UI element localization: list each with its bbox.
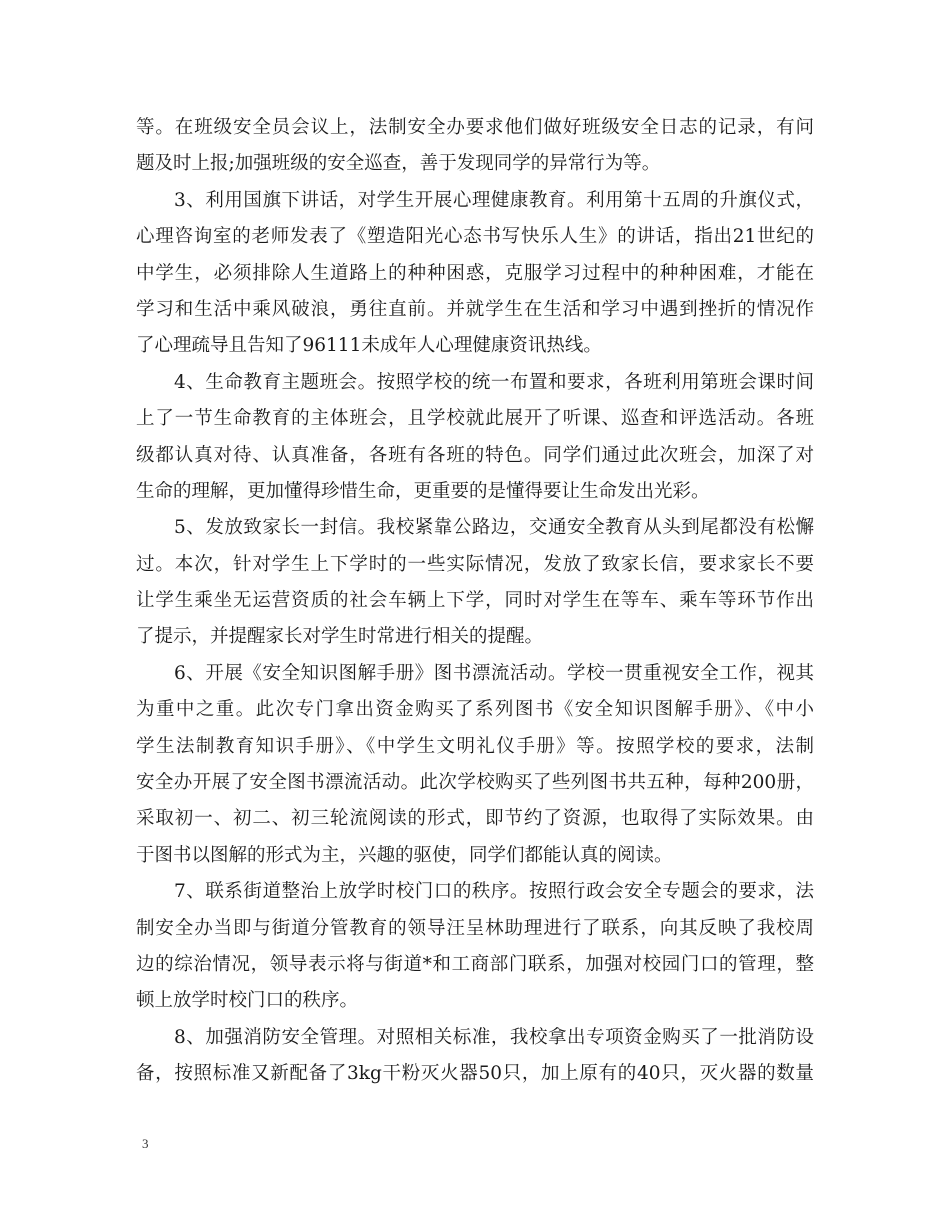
page-number: 3 xyxy=(142,1136,149,1151)
text-line: 等。在班级安全员会议上，法制安全办要求他们做好班级安全日志的记录，有问 xyxy=(136,117,814,138)
text-line: 过。本次，针对学生上下学时的一些实际情况，发放了致家长信，要求家长不要 xyxy=(136,553,814,575)
text-line: 心理咨询室的老师发表了《塑造阳光心态书写快乐人生》的讲话，指出21世纪的 xyxy=(136,226,814,248)
text-line: 上了一节生命教育的主体班会，且学校就此展开了听课、巡查和评选活动。各班 xyxy=(136,408,814,430)
text-line: 中学生，必须排除人生道路上的种种困惑，克服学习过程中的种种困难，才能在 xyxy=(136,262,814,284)
text-line: 7、联系街道整治上放学时校门口的秩序。按照行政会安全专题会的要求，法 xyxy=(174,881,814,903)
text-line: 4、生命教育主题班会。按照学校的统一布置和要求，各班利用第班会课时间 xyxy=(174,371,814,393)
text-line: 于图书以图解的形式为主，兴趣的驱使，同学们都能认真的阅读。 xyxy=(136,844,673,866)
text-line: 边的综治情况，领导表示将与街道*和工商部门联系，加强对校园门口的管理，整 xyxy=(136,953,814,975)
text-line: 了提示，并提醒家长对学生时常进行相关的提醒。 xyxy=(136,626,544,648)
text-line: 6、开展《安全知识图解手册》图书漂流活动。学校一贯重视安全工作，视其 xyxy=(174,662,814,684)
text-line: 顿上放学时校门口的秩序。 xyxy=(136,990,359,1012)
text-line: 学生法制教育知识手册》、《中学生文明礼仪手册》等。按照学校的要求，法制 xyxy=(136,735,814,757)
text-line: 学习和生活中乘风破浪，勇往直前。并就学生在生活和学习中遇到挫折的情况作 xyxy=(136,298,814,320)
text-line: 8、加强消防安全管理。对照相关标准，我校拿出专项资金购买了一批消防设 xyxy=(174,1026,814,1048)
text-line: 让学生乘坐无运营资质的社会车辆上下学，同时对学生在等车、乘车等环节作出 xyxy=(136,590,814,612)
text-line: 备，按照标准又新配备了3kg干粉灭火器50只，加上原有的40只，灭火器的数量 xyxy=(136,1063,814,1085)
text-line: 采取初一、初二、初三轮流阅读的形式，即节约了资源，也取得了实际效果。由 xyxy=(136,808,814,830)
text-line: 了心理疏导且告知了96111未成年人心理健康资讯热线。 xyxy=(136,335,602,357)
text-line: 制安全办当即与街道分管教育的领导汪呈林助理进行了联系，向其反映了我校周 xyxy=(136,917,814,939)
text-line: 5、发放致家长一封信。我校紧靠公路边，交通安全教育从头到尾都没有松懈 xyxy=(174,517,814,539)
text-line: 安全办开展了安全图书漂流活动。此次学校购买了些列图书共五种，每种200册， xyxy=(136,772,814,794)
document-body xyxy=(136,110,814,1093)
text-line: 生命的理解，更加懂得珍惜生命，更重要的是懂得要让生命发出光彩。 xyxy=(136,480,710,502)
text-line: 为重中之重。此次专门拿出资金购买了系列图书《安全知识图解手册》、《中小 xyxy=(136,699,814,721)
text-line: 3、利用国旗下讲话，对学生开展心理健康教育。利用第十五周的升旗仪式， xyxy=(174,189,814,211)
text-line: 题及时上报;加强班级的安全巡查，善于发现同学的异常行为等。 xyxy=(136,153,661,175)
text-line: 级都认真对待、认真准备，各班有各班的特色。同学们通过此次班会，加深了对 xyxy=(136,444,814,466)
